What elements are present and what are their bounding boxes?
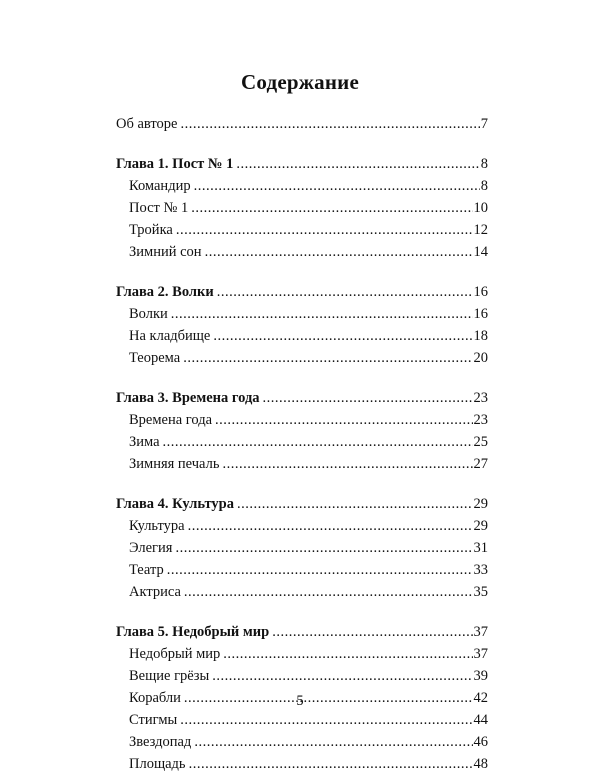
toc-chapter-1 (116, 153, 488, 175)
toc-item-label: Пост № 1 (129, 200, 189, 216)
toc-item-page: 16 (473, 306, 488, 322)
section-gap (116, 263, 488, 281)
toc-item-label: Зимняя печаль (129, 456, 220, 472)
toc-item (116, 431, 488, 453)
leader-dots (163, 431, 473, 453)
page-title: Содержание (241, 70, 359, 94)
toc-item-label: Зима (129, 434, 160, 450)
toc-item (116, 409, 488, 431)
toc-item-label: Корабли (129, 690, 181, 706)
leader-dots (176, 219, 473, 241)
toc-entry-page: 7 (480, 116, 488, 132)
toc-item (116, 241, 488, 263)
toc-item-label: Недобрый мир (129, 646, 221, 662)
section-gap (116, 475, 488, 493)
toc-item-label: Вещие грёзы (129, 668, 210, 684)
toc-item-label: Времена года (129, 412, 213, 428)
toc-chapter-5 (116, 621, 488, 643)
leader-dots (237, 493, 473, 515)
toc-chapter-4 (116, 493, 488, 515)
toc-item-label: На кладбище (129, 328, 211, 344)
toc-item-page: 29 (473, 518, 488, 534)
toc-item-page: 48 (473, 756, 488, 772)
toc-item-page: 12 (473, 222, 488, 238)
toc-item (116, 453, 488, 475)
leader-dots (213, 325, 472, 347)
toc-item-page: 25 (473, 434, 488, 450)
toc-item-label: Командир (129, 178, 191, 194)
page-number: 5 (296, 693, 304, 709)
toc-item (116, 197, 488, 219)
leader-dots (171, 303, 473, 325)
leader-dots (222, 453, 472, 475)
toc-chapter-page: 23 (473, 390, 488, 406)
toc-item (116, 219, 488, 241)
toc-chapter-label: Глава 1. Пост № 1 (116, 156, 234, 172)
leader-dots (215, 409, 472, 431)
toc-item (116, 643, 488, 665)
toc-item-page: 42 (473, 690, 488, 706)
toc-item-page: 46 (473, 734, 488, 750)
toc-item-label: Театр (129, 562, 164, 578)
toc-item-page: 37 (473, 646, 488, 662)
toc-item-label: Волки (129, 306, 168, 322)
section-gap (116, 369, 488, 387)
toc-item-page: 27 (473, 456, 488, 472)
toc-item (116, 303, 488, 325)
toc-item (116, 665, 488, 687)
toc-item (116, 325, 488, 347)
toc-chapter-label: Глава 3. Времена года (116, 390, 260, 406)
leader-dots (194, 175, 480, 197)
leader-dots (183, 347, 472, 369)
toc-item-page: 14 (473, 244, 488, 260)
toc-item-page: 33 (473, 562, 488, 578)
toc-item-label: Теорема (129, 350, 181, 366)
toc-entry-intro (116, 113, 488, 135)
toc-item-page: 39 (473, 668, 488, 684)
toc-item-page: 8 (480, 178, 488, 194)
section-gap (116, 135, 488, 153)
leader-dots (236, 153, 479, 175)
toc-item (116, 347, 488, 369)
toc-chapter-label: Глава 5. Недобрый мир (116, 624, 270, 640)
leader-dots (188, 515, 473, 537)
toc-item-page: 35 (473, 584, 488, 600)
toc-item-label: Зимний сон (129, 244, 202, 260)
leader-dots (205, 241, 473, 263)
toc-item (116, 515, 488, 537)
toc-item-label: Тройка (129, 222, 173, 238)
toc-chapter-2 (116, 281, 488, 303)
toc-item-label: Площадь (129, 756, 186, 772)
toc-item (116, 709, 488, 731)
toc-chapter-label: Глава 4. Культура (116, 496, 234, 512)
leader-dots (223, 643, 472, 665)
toc-item-label: Культура (129, 518, 185, 534)
toc-item-page: 20 (473, 350, 488, 366)
toc-item-page: 10 (473, 200, 488, 216)
leader-dots (180, 709, 472, 731)
toc-item (116, 559, 488, 581)
leader-dots (212, 665, 472, 687)
toc-chapter-page: 8 (480, 156, 488, 172)
leader-dots (184, 581, 473, 603)
toc-item-page: 23 (473, 412, 488, 428)
toc-item-label: Стигмы (129, 712, 178, 728)
toc-item-page: 18 (473, 328, 488, 344)
toc-chapter-page: 37 (473, 624, 488, 640)
toc-chapter-page: 16 (473, 284, 488, 300)
leader-dots (272, 621, 472, 643)
toc-item (116, 581, 488, 603)
toc-item (116, 753, 488, 775)
toc-item-page: 44 (473, 712, 488, 728)
toc-entry-label: Об авторе (116, 116, 178, 132)
toc-chapter-page: 29 (473, 496, 488, 512)
leader-dots (180, 113, 479, 135)
toc-chapter-label: Глава 2. Волки (116, 284, 214, 300)
toc-item-page: 31 (473, 540, 488, 556)
toc-item (116, 537, 488, 559)
section-gap (116, 603, 488, 621)
toc-chapter-3 (116, 387, 488, 409)
leader-dots (263, 387, 473, 409)
leader-dots (191, 197, 472, 219)
leader-dots (217, 281, 473, 303)
leader-dots (189, 753, 473, 775)
leader-dots (167, 559, 473, 581)
toc-item-label: Звездопад (129, 734, 192, 750)
leader-dots (175, 537, 472, 559)
toc-item-label: Актриса (129, 584, 181, 600)
table-of-contents (116, 113, 488, 775)
toc-item-label: Элегия (129, 540, 173, 556)
toc-item (116, 175, 488, 197)
